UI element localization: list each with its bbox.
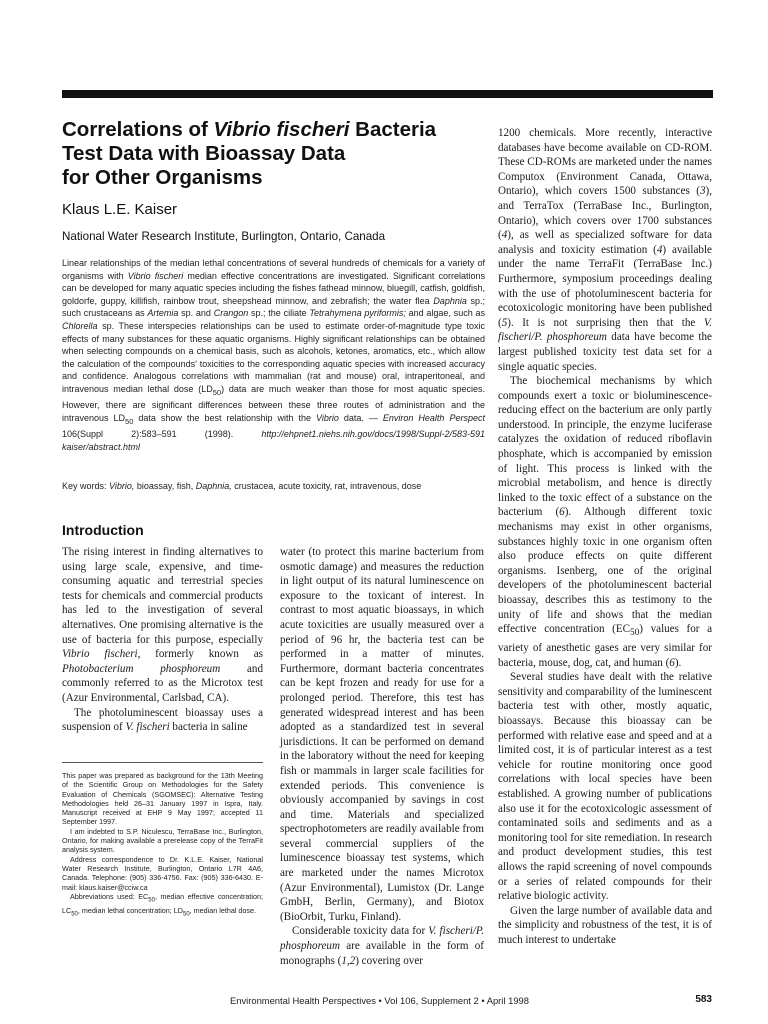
header-rule	[62, 90, 713, 98]
body-column-3	[498, 126, 712, 947]
paragraph: Several studies have dealt with the relative sensitivity and comparability of the luminescent bacteria test with other, mostly aquatic, bioassays. Because this bioassay can be performed with relative ease and speed and at a limited cost, it is of particular interest as a test vehicle for routine monitoring once good correlations with local species have been established. A growing number of publications also use it for the ecotoxicologic assessment of contaminated soils and sediments and as a monitoring tool for site remediation. In research and product development studies, this test allows the rapid screening of novel compounds or a series of related compounds for their relative biologic activity.	[498, 671, 712, 903]
body-column-1	[62, 545, 263, 735]
paragraph: The biochemical mechanisms by which compounds exert a toxic or bioluminescence-reducing effect on the bacterium are only partly understood. In principle, the enzyme luciferase catalyzes the oxidation of reduced riboflavin phosphate, which is accompanied by emission of light. This process is linked with the microbial metabolism, and hence is directly linked to the toxic effect of a substance on the bacterium (6). Although different toxic mechanisms may exist in other organisms, substances highly toxic in one organism often also produce effects on quite different organisms. Isenberg, one of the original developers of the photoluminescent bacterial bioassay, describes this as testimony to the unity of life and shows that the median effective concentration $(EC_{50})$ values for a variety of anesthetic gases are very similar for bacteria, mouse, dog, cat, and human (6).	[498, 375, 712, 669]
section-heading-introduction: Introduction	[62, 522, 144, 538]
page-number: 583	[695, 994, 712, 1005]
footnote: I am indebted to S.P. Niculescu, TerraBase Inc., Burlington, Ontario, for making available a prerelease copy of the TerraFit analysis system.	[62, 826, 263, 855]
paragraph: The photoluminescent bioassay uses a suspension of V. fischeri bacteria in saline	[62, 706, 263, 734]
abstract-url[interactable]: http://ehpnet1.niehs.nih.gov/docs/1998/Suppl-2/583-591 kaiser/abstract.html	[62, 429, 485, 452]
footnote: Address correspondence to Dr. K.L.E. Kaiser, National Water Research Institute, Burlington, Ontario L7R 4A6, Canada. Telephone: (905) 336-4756. Fax: (905) 336-6430. E-mail: klaus.kaiser@cciw.ca	[62, 854, 263, 892]
article-title	[62, 118, 482, 190]
footnote-rule	[62, 762, 263, 763]
abstract: Linear relationships of the median lethal concentrations of several hundreds of chemicals for a variety of organisms with Vibrio fischeri median effective concentrations are investigated. Significant correlations can be developed for many aquatic species including the fishes fathead minnow, bluegill, catfish, goldfish, goldorfe, guppy, killifish, rainbow trout, sheepshead minnow, and zebrafish; the water flea Daphnia sp.; such crustaceans as Artemia sp. and Crangon sp.; the ciliate Tetrahymena pyriformis; and algae, such as Chlorella sp. These interspecies relationships can be used to estimate order-of-magnitude type toxic effects of many substances for these aquatic organisms. Highly significant relationships can be obtained when selecting compounds on a chemical basis, such as alcohols, ketones, aromatics, etc., which allow the calculation of the compounds' toxicities to the corresponding aquatic species with increased accuracy and confidence. Analogous correlations with mammalian (rat and mouse) oral, intraperitoneal, and intravenous median lethal dose $(LD_{50})$ data are much weaker than those for most aquatic species. However, there are significant differences between these three routes of administration and the intravenous $LD_{50}$ data show the best relationship with the Vibrio data. — Environ Health Perspect 106(Suppl 2):583–591 (1998). http://ehpnet1.niehs.nih.gov/docs/1998/Suppl-2/583-591 kaiser/abstract.html	[62, 258, 486, 452]
footnote: Abbreviations used: $EC_{50}$, median effective concentration; $LC_{50}$, median lethal concentration; $LD_{50}$, median lethal dose.	[62, 891, 263, 918]
keywords: Key words: Vibrio, bioassay, fish, Daphnia, crustacea, acute toxicity, rat, intravenous, dose	[62, 481, 422, 491]
paragraph: 1200 chemicals. More recently, interactive databases have become available on CD-ROM. These CD-ROMs are marketed under the names Computox (Environment Canada, Ottawa, Ontario), which covers 1500 substances (3), and TerraTox (TerraBase Inc., Burlington, Ontario), which covers over 1700 substances (4), as well as specialized software for data analysis and toxicity estimation (4) available under the name TerraFit (TerraBase Inc.) Furthermore, symposium proceedings dealing with the use of photoluminescent bacteria for ecotoxicologic monitoring have been published (5). It is not surprising then that the V. fischeri/P. phosphoreum data have become the largest published toxicity test data set for a single aquatic species.	[498, 127, 712, 373]
footnote: This paper was prepared as background for the 13th Meeting of the Scientific Group on Methodologies for the Safety Evaluation of Chemicals (SGOMSEC): Alternative Testing Methodologies held 26–31 January 1997 in Ispra, Italy. Manuscript received at EHP 9 May 1997; accepted 11 September 1997.	[62, 771, 263, 827]
title-line-1: Correlations of Vibrio fischeri Bacteria	[62, 118, 437, 141]
paragraph: Given the large number of available data and the simplicity and robustness of the test, it is of much interest to undertake	[498, 904, 712, 946]
title-line-3: for Other Organisms	[62, 166, 263, 189]
footnotes	[62, 771, 263, 919]
author-affiliation: National Water Research Institute, Burlington, Ontario, Canada	[62, 230, 386, 243]
paragraph: Considerable toxicity data for V. fischeri/P. phosphoreum are available in the form of monographs (1,2) covering over	[280, 925, 485, 967]
body-column-2	[280, 545, 484, 968]
author-name: Klaus L.E. Kaiser	[62, 201, 178, 218]
paragraph: The rising interest in finding alternatives to using large scale, expensive, and time-consuming aquatic and terrestrial species tests for chemicals and commercial products has led to the investigation of several alternatives. One promising alternative is the use of bacteria for this purpose, especially Vibrio fischeri, formerly known as Photobacterium phosphoreum and commonly referred to as the Microtox test (Azur Environmental, Carlsbad, CA).	[62, 546, 263, 704]
journal-footer: Environmental Health Perspectives • Vol 106, Supplement 2 • April 1998	[230, 995, 529, 1006]
title-line-2: Test Data with Bioassay Data	[62, 142, 346, 165]
paragraph: water (to protect this marine bacterium from osmotic damage) and measures the reduction in light output of its natural luminescence on exposure to the toxicant of interest. In contrast to most aquatic bioassays, in which acute toxicities are usually measured over a period of 96 hr, the bacteria test can be performed in a matter of minutes. Furthermore, dormant bacteria concentrates can be kept frozen and ready for use for a prolonged period. Therefore, this test has generated widespread interest and has been adopted as a standardized test in several jurisdictions. It can be performed on demand in the laboratory without the need for keeping fish or mammals in larger scale facilities for extended periods. This convenience is obviously accompanied by savings in cost and time. Materials and specialized spectrophotometers are readily available from several commercial suppliers of the luminescence bioassay test systems, which are marketed under the names Microtox (Azur Environmental), Lumistox (Dr. Lange GmbH, Berlin, Germany), and Biotox (BioOrbit, Turku, Finland).	[280, 546, 484, 923]
